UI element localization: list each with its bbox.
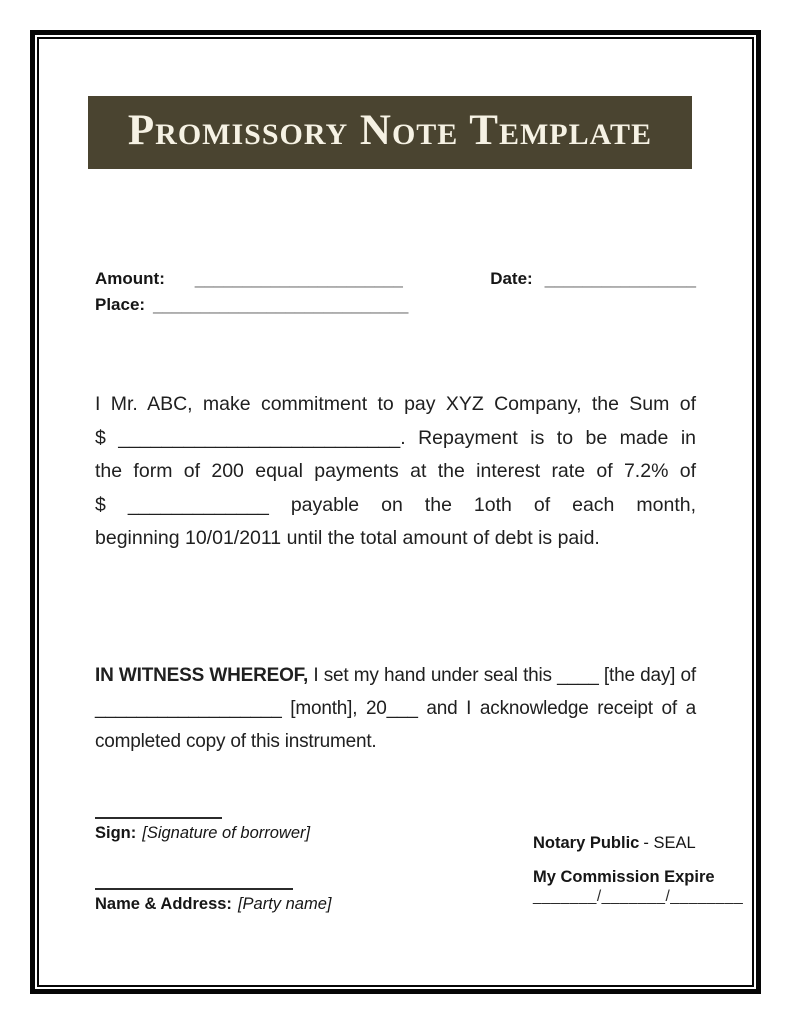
notary-public-field (533, 833, 696, 854)
amount-field (95, 268, 403, 290)
commission-expire-label: My Commission Expire (533, 868, 715, 886)
notary-public-label: Notary Public (533, 834, 640, 852)
sign-label: Sign: (95, 824, 137, 842)
commitment-line: $ _____________ payable on the 1oth of each month, (95, 493, 696, 516)
place-label: Place: (95, 295, 146, 314)
amount-date-row (95, 268, 696, 290)
page-title: Promissory Note Template (127, 107, 653, 154)
date-label: Date: (490, 269, 533, 288)
amount-blank-line: ______________________ (194, 269, 403, 288)
commitment-line: the form of 200 equal payments at the interest rate of 7.2% of (95, 460, 696, 482)
witness-line (95, 659, 696, 692)
witness-paragraph (95, 659, 696, 758)
witness-line: __________________ [month], 20___ and I acknowledge receipt of a (95, 698, 696, 719)
sign-hint: [Signature of borrower] (142, 824, 311, 842)
sign-field (95, 823, 310, 844)
commitment-line: I Mr. ABC, make commitment to pay XYZ Company, the Sum of (95, 393, 696, 415)
page-border-inner (37, 37, 754, 987)
witness-line: completed copy of this instrument. (95, 731, 377, 752)
title-banner (88, 96, 692, 169)
date-field (490, 268, 696, 290)
name-address-label: Name & Address: (95, 895, 232, 913)
notary-seal-text: - SEAL (643, 834, 696, 852)
name-address-line (95, 888, 293, 890)
amount-label: Amount: (95, 269, 165, 288)
witness-lead: IN WITNESS WHEREOF, (95, 665, 309, 686)
signature-line (95, 817, 222, 819)
page-border-outer (30, 30, 761, 994)
commitment-line: beginning 10/01/2011 until the total amount of debt is paid. (95, 527, 600, 549)
witness-line-rest: I set my hand under seal this ____ [the day] of (308, 665, 696, 686)
commission-date-blanks: _______/_______/________ (533, 888, 744, 905)
date-blank-line: ________________ (544, 269, 696, 288)
place-blank-line: ___________________________ (153, 295, 409, 314)
commitment-paragraph (95, 388, 696, 556)
name-address-hint: [Party name] (237, 895, 332, 913)
commitment-line: $ __________________________. Repayment is to be made in (95, 426, 696, 449)
place-row (95, 294, 408, 316)
name-address-field (95, 894, 331, 915)
